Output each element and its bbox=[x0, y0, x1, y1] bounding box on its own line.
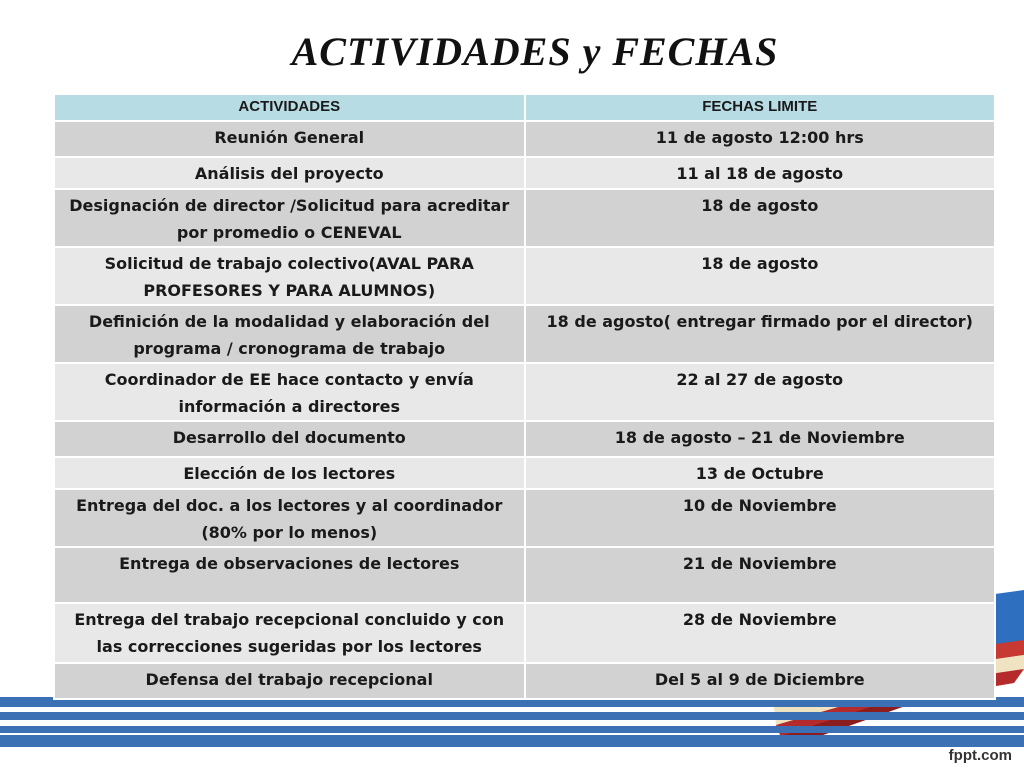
table-row bbox=[54, 547, 995, 603]
cell-actividad: Reunión General bbox=[54, 121, 525, 157]
cell-fecha: 18 de agosto( entregar firmado por el director) bbox=[525, 305, 996, 363]
cell-actividad: Elección de los lectores bbox=[54, 457, 525, 489]
table-row bbox=[54, 489, 995, 547]
table-row bbox=[54, 305, 995, 363]
cell-actividad: Definición de la modalidad y elaboración del programa / cronograma de trabajo bbox=[54, 305, 525, 363]
table-row bbox=[54, 189, 995, 247]
page-title: ACTIVIDADES y FECHAS bbox=[291, 29, 779, 74]
table-row bbox=[54, 421, 995, 457]
cell-fecha: 18 de agosto bbox=[525, 189, 996, 247]
cell-fecha: Del 5 al 9 de Diciembre bbox=[525, 663, 996, 699]
cell-fecha: 13 de Octubre bbox=[525, 457, 996, 489]
cell-actividad: Solicitud de trabajo colectivo(AVAL PARA PROFESORES Y PARA ALUMNOS) bbox=[54, 247, 525, 305]
cell-actividad: Coordinador de EE hace contacto y envía información a directores bbox=[54, 363, 525, 421]
table-row bbox=[54, 363, 995, 421]
cell-actividad: Entrega de observaciones de lectores bbox=[54, 547, 525, 603]
cell-actividad: Desarrollo del documento bbox=[54, 421, 525, 457]
cell-actividad: Designación de director /Solicitud para acreditar por promedio o CENEVAL bbox=[54, 189, 525, 247]
table-row bbox=[54, 157, 995, 189]
decorative-stripe bbox=[0, 735, 1024, 747]
cell-fecha: 21 de Noviembre bbox=[525, 547, 996, 603]
cell-actividad: Entrega del doc. a los lectores y al coordinador (80% por lo menos) bbox=[54, 489, 525, 547]
decorative-stripe bbox=[0, 726, 1024, 733]
header-actividades: ACTIVIDADES bbox=[54, 94, 525, 121]
table-row bbox=[54, 457, 995, 489]
table-row bbox=[54, 603, 995, 663]
cell-fecha: 22 al 27 de agosto bbox=[525, 363, 996, 421]
activities-table bbox=[53, 93, 996, 700]
brand-watermark: fppt.com bbox=[948, 747, 1012, 764]
table-row bbox=[54, 663, 995, 699]
cell-fecha: 18 de agosto – 21 de Noviembre bbox=[525, 421, 996, 457]
cell-fecha: 10 de Noviembre bbox=[525, 489, 996, 547]
cell-actividad: Análisis del proyecto bbox=[54, 157, 525, 189]
table-row bbox=[54, 247, 995, 305]
decorative-stripe bbox=[0, 712, 1024, 720]
cell-actividad: Entrega del trabajo recepcional concluido y con las correcciones sugeridas por los lectores bbox=[54, 603, 525, 663]
cell-fecha: 18 de agosto bbox=[525, 247, 996, 305]
cell-actividad: Defensa del trabajo recepcional bbox=[54, 663, 525, 699]
cell-fecha: 28 de Noviembre bbox=[525, 603, 996, 663]
header-fechas-limite: FECHAS LIMITE bbox=[525, 94, 996, 121]
cell-fecha: 11 al 18 de agosto bbox=[525, 157, 996, 189]
table-row bbox=[54, 121, 995, 157]
table-header-row bbox=[54, 94, 995, 121]
cell-fecha: 11 de agosto 12:00 hrs bbox=[525, 121, 996, 157]
